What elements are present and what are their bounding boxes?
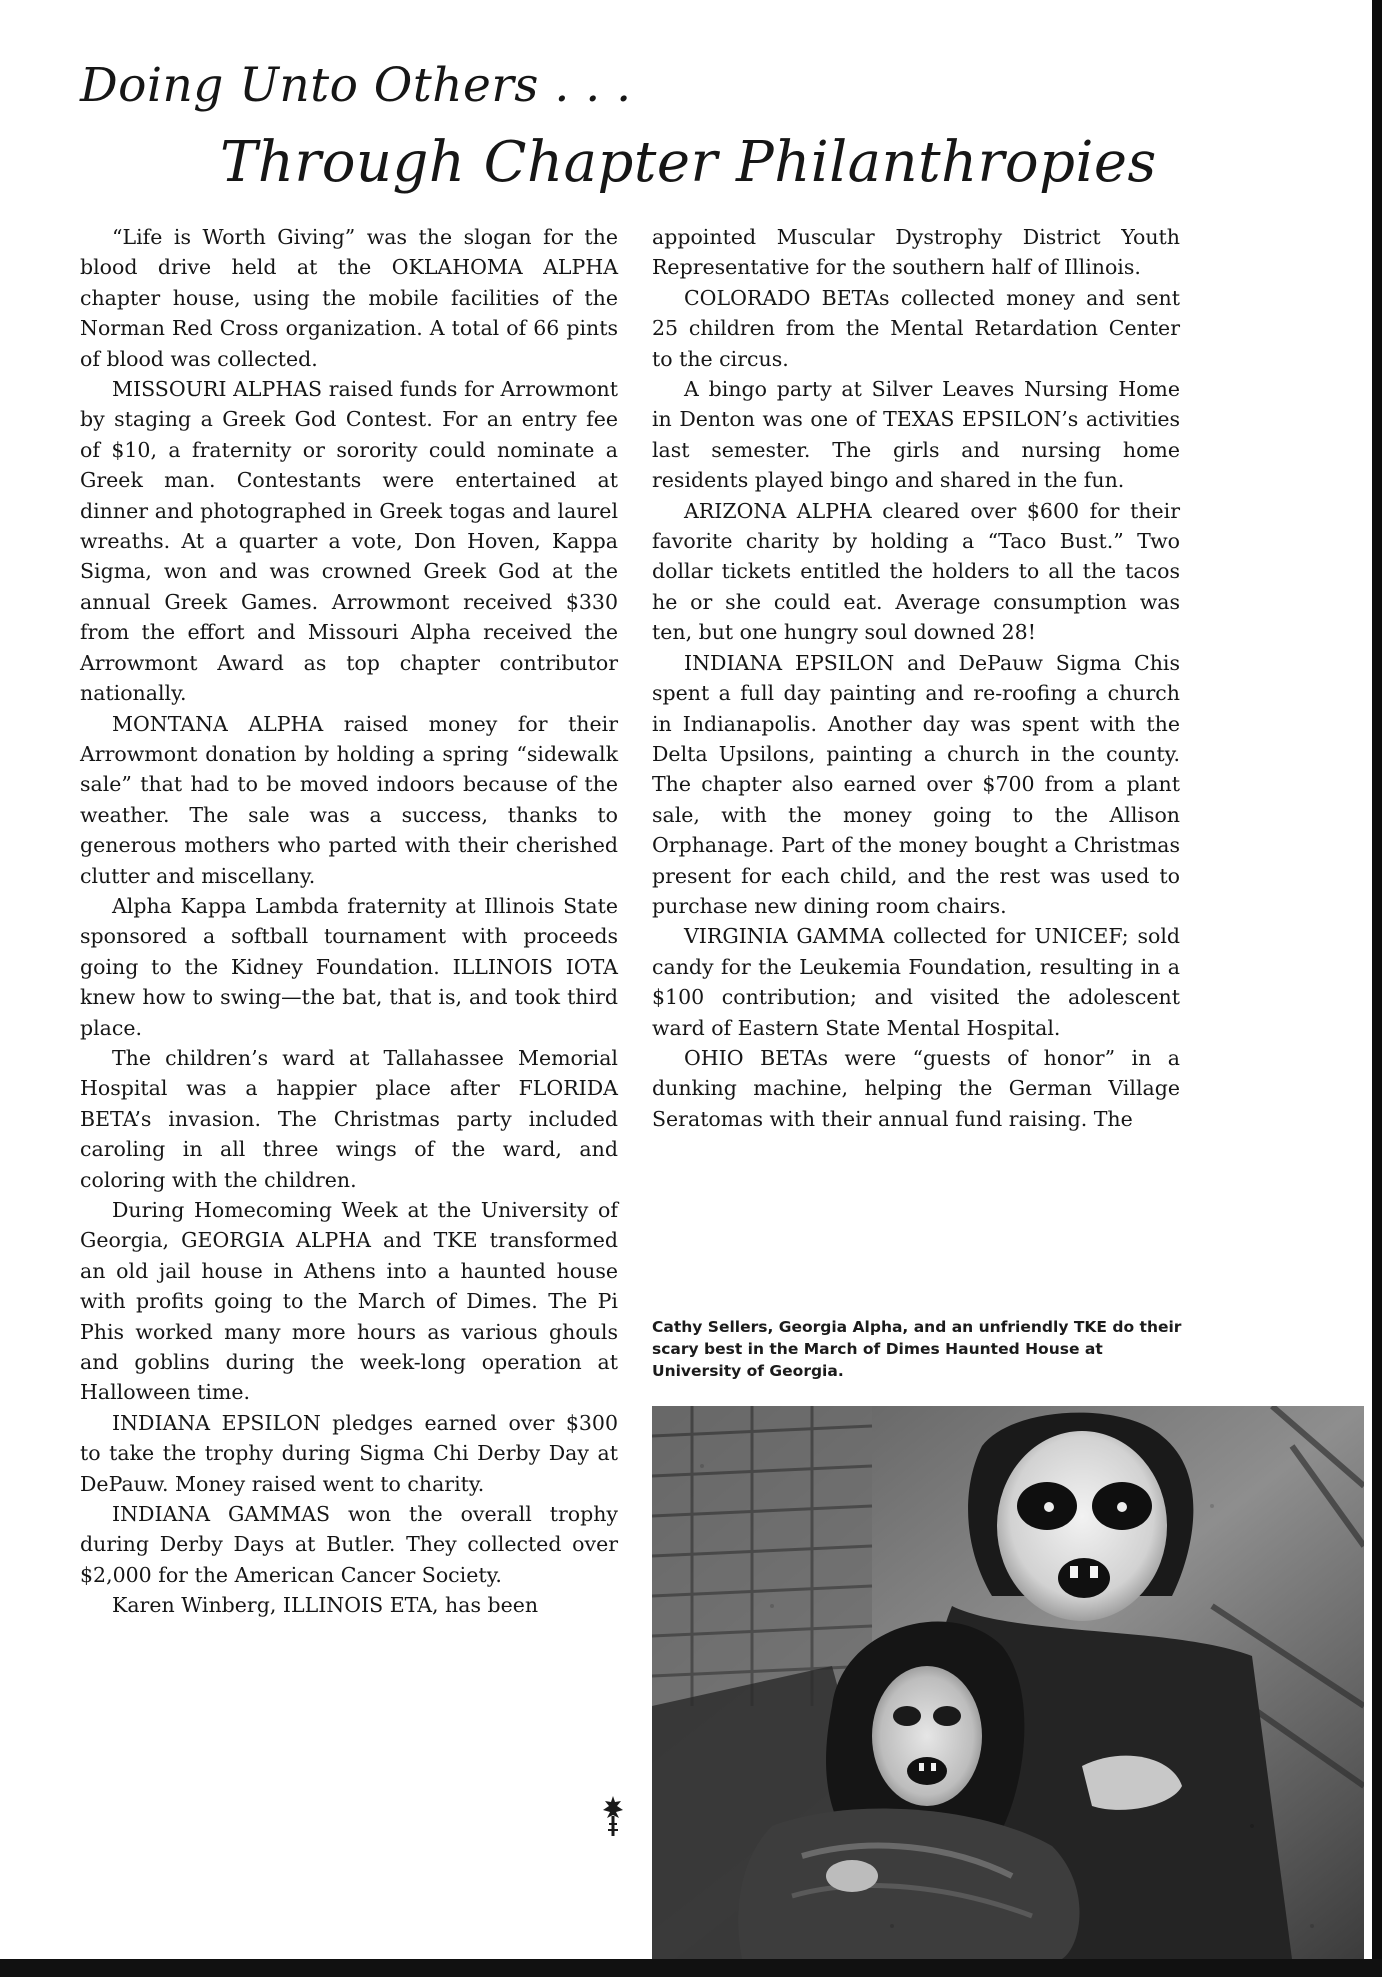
paragraph-indiana-gammas: INDIANA GAMMAS won the overall trophy during Derby Days at Butler. They collected over $2,000 for the American Cancer Society. [80, 1502, 618, 1587]
paragraph-illinois-iota: Alpha Kappa Lambda fraternity at Illinois State sponsored a softball tournament with proceeds going to the Kidney Foundation. ILLINOIS IOTA knew how to swing—the bat, that is, and took third place. [80, 893, 618, 1040]
paragraph-oklahoma-alpha: “Life is Worth Giving” was the slogan for the blood drive held at the OKLAHOMA ALPHA chapter house, using the mobile facilities of the Norman Red Cross organization. A total of 66 pints of blood was collected. [80, 225, 618, 371]
page-edge-right [1372, 0, 1382, 1977]
paragraph-virginia-gamma: VIRGINIA GAMMA collected for UNICEF; sold candy for the Leukemia Foundation, resulting in a $100 contribution; and visited the adolescent ward of Eastern State Mental Hospital. [652, 924, 1180, 1040]
paragraph-illinois-eta: Karen Winberg, ILLINOIS ETA, has been [112, 1593, 539, 1618]
page-edge-bottom [0, 1959, 1382, 1977]
paragraph-georgia-alpha: During Homecoming Week at the University of Georgia, GEORGIA ALPHA and TKE transformed an old jail house in Athens into a haunted house with profits going to the March of Dimes. The Pi Phis worked many more hours as various ghouls and goblins during the week-long operation at Halloween time. [80, 1198, 618, 1405]
paragraph-arizona-alpha: ARIZONA ALPHA cleared over $600 for their favorite charity by holding a “Taco Bust.” Two dollar tickets entitled the holders to all the tacos he or she could eat. Average consumption was ten, but one hungry soul downed 28! [652, 498, 1180, 645]
left-column [80, 222, 618, 1621]
paragraph-montana-alpha: MONTANA ALPHA raised money for their Arrowmont donation by holding a spring “sidewalk sale” that had to be moved indoors because of the weather. The sale was a success, thanks to generous mothers who parted with their cherished clutter and miscellany. [80, 711, 618, 888]
paragraph-continued: appointed Muscular Dystrophy District Youth Representative for the southern half of Illinois. [652, 225, 1180, 280]
paragraph-missouri-alpha: MISSOURI ALPHAS raised funds for Arrowmont by staging a Greek God Contest. For an entry fee of $10, a fraternity or sorority could nominate a Greek man. Contestants were entertained at dinner and photographed in Greek togas and laurel wreaths. At a quarter a vote, Don Hoven, Kappa Sigma, won and was crowned Greek God at the annual Greek Games. Arrowmont received $330 from the effort and Missouri Alpha received the Arrowmont Award as top chapter contributor nationally. [80, 377, 618, 706]
paragraph-ohio-beta: OHIO BETAs were “guests of honor” in a dunking machine, helping the German Village Seratomas with their annual fund raising. The [652, 1045, 1180, 1131]
page-title: Through Chapter Philanthropies [220, 130, 1157, 195]
paragraph-florida-beta: The children’s ward at Tallahassee Memorial Hospital was a happier place after FLORIDA BETA’s invasion. The Christmas party included caroling in all three wings of the ward, and coloring with the children. [80, 1045, 618, 1192]
paragraph-indiana-epsilon-pledges: INDIANA EPSILON pledges earned over $300 to take the trophy during Sigma Chi Derby Day at DePauw. Money raised went to charity. [80, 1410, 618, 1496]
page-kicker: Doing Unto Others . . . [80, 58, 632, 113]
paragraph-colorado-beta: COLORADO BETAs collected money and sent 25 children from the Mental Retardation Center to the circus. [652, 285, 1180, 371]
paragraph-texas-epsilon: A bingo party at Silver Leaves Nursing Home in Denton was one of TEXAS EPSILON’s activities last semester. The girls and nursing home residents played bingo and shared in the fun. [652, 377, 1180, 493]
pi-phi-ornament-icon [602, 1796, 624, 1836]
photo-caption: Cathy Sellers, Georgia Alpha, and an unfriendly TKE do their scary best in the March of Dimes Haunted House at University of Georgia. [652, 1318, 1182, 1380]
haunted-house-photo [652, 1406, 1364, 1959]
paragraph-indiana-epsilon: INDIANA EPSILON and DePauw Sigma Chis spent a full day painting and re-roofing a church in Indianapolis. Another day was spent with the Delta Upsilons, painting a church in the county. The chapter also earned over $700 from a plant sale, with the money going to the Allison Orphanage. Part of the money bought a Christmas present for each child, and the rest was used to purchase new dining room chairs. [652, 650, 1180, 918]
right-column [652, 222, 1180, 1134]
